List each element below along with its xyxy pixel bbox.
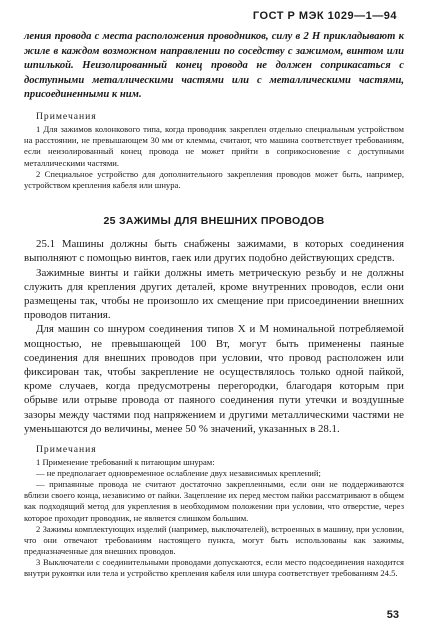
note2-1: 1 Применение требований к питающим шнурам: xyxy=(36,457,215,468)
document-header: ГОСТ Р МЭК 1029—1—94 xyxy=(252,10,397,22)
paragraph-25-1: 25.1 Машины должны быть снабжены зажимами, в которых соединения выполняют с помощью винтов, гаек или других подобно действующих средств. xyxy=(24,238,404,265)
page-number: 53 xyxy=(386,609,399,621)
section-title: 25 ЗАЖИМЫ ДЛЯ ВНЕШНИХ ПРОВОДОВ xyxy=(103,215,325,228)
note-2: 2 Специальное устройство для дополнительного закрепления проводов может быть, например, устройством крепления кабеля или шнура. xyxy=(24,168,404,190)
notes2-title: Примечания xyxy=(36,444,97,456)
note2-3: 3 Выключатели с соединительными проводами допускаются, если место подсоединения находится внутри рукоятки или тела и устройство крепления кабеля или шнура соответствует требованиям 24.5. xyxy=(24,556,404,578)
paragraph-screws: Зажимные винты и гайки должны иметь метрическую резьбу и не должны служить для крепления других деталей, кроме внутренних проводов, если они размещены так, чтобы не произошло их смещение при присоединении внешних проводов питания. xyxy=(24,266,404,322)
note2-2: 2 Зажимы комплектующих изделий (например, выключателей), встроенных в машину, при условии, что они отвечают требованиям настоящего пункта, могут быть использованы как зажимы, предназначенные для внешних проводов. xyxy=(24,523,404,556)
note2-1a: — не предполагает одновременное ослабление двух независимых креплений; xyxy=(36,468,321,479)
note2-1b: — припаянные провода не считают достаточно закрепленными, если они не поддерживаются вблизи своего конца, независимо от пайки. Зацепление их перед местом пайки рассматривают в общем как подходящий метод для укрепления в необходимом положении при условии, что отверстие, через которое проходит проводник, не является слишком большим. xyxy=(24,479,404,523)
intro-paragraph: ления провода с места расположения проводников, силу в 2 Н прикладывают к жиле в каждом возможном направлении по соседству с зажимом, винтом или шпилькой. Неизолированный конец провода не должен соприкасаться с доступными металлическими частями или с металлическими частями, присоединенными к ним. xyxy=(24,31,404,101)
notes-title: Примечания xyxy=(36,110,97,122)
paragraph-soldering: Для машин со шнуром соединения типов X и M номинальной потребляемой мощностью, не превышающей 100 Вт, могут быть применены паяные соединения для внешних проводов при условии, что провод расположен или фиксирован так, чтобы закрепление не осуществлялось только одной пайкой, кроме случаев, когда предусмотрены перегородки, благодаря которым при обрыве или отрыве провода от паяного соединения пути утечки и воздушные зазоры между частями под напряжением и другими металлическими частями не уменьшаются до величины, менее 50 % значений, указанных в 28.1. xyxy=(24,323,404,435)
page-body xyxy=(24,30,404,579)
note-1: 1 Для зажимов колонкового типа, когда проводник закреплен отдельно специальным устройством на расстоянии, не превышающем 30 мм от клеммы, считают, что машина соответствует требованиям, если неизолированный конец провода не может прийти в соприкосновение с доступными металлическими частями. xyxy=(24,123,404,168)
